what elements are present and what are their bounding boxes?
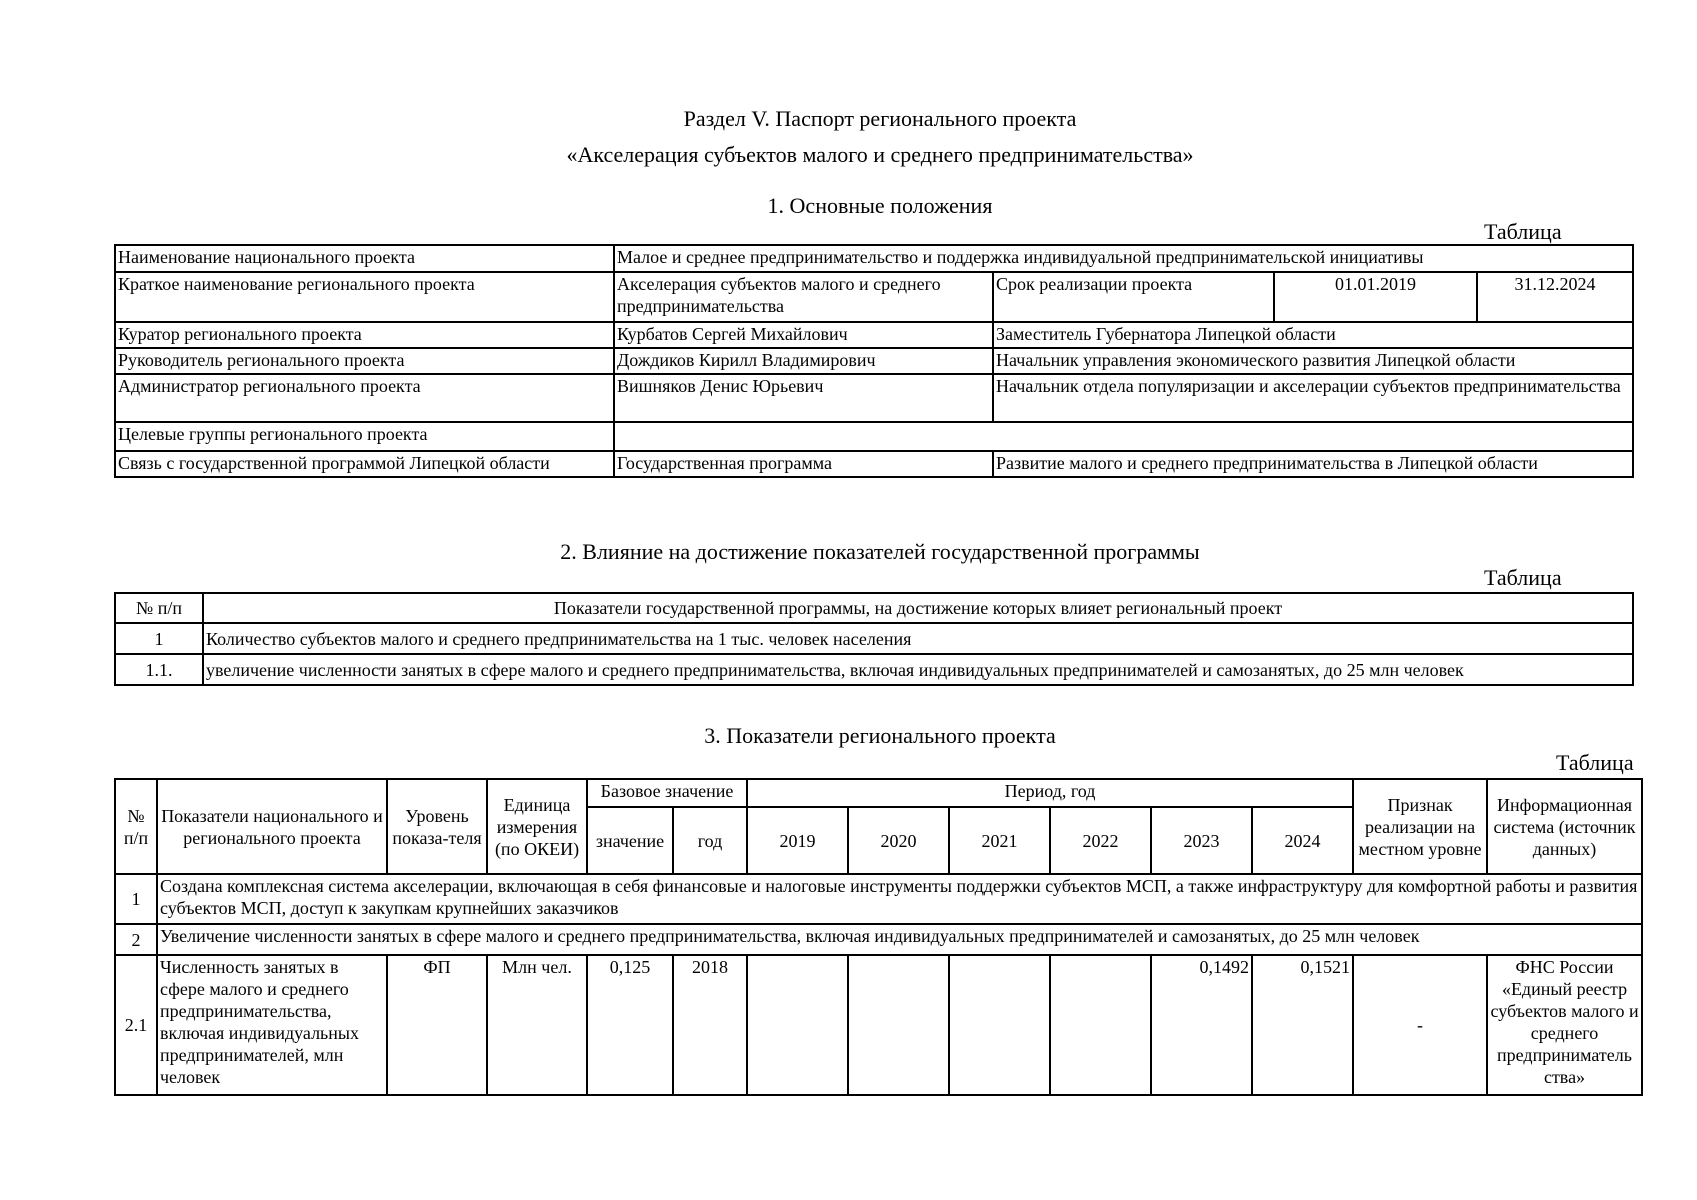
program-link-type: Государственная программа [614,451,993,477]
hdr-year-2022: 2022 [1050,807,1151,874]
section2-table-label: Таблица [1484,565,1562,590]
target-groups-label: Целевые группы регионального проекта [115,422,614,451]
local-flag: - [1353,955,1487,1095]
hdr-local-flag: Признак реализации на местном уровне [1353,779,1487,874]
row-text: Создана комплексная система акселерации, включающая в себя финансовые и налоговые инструменты поддержки субъектов МСП, а также инфраструктуру для комфортной работы и развития субъектов МСП, доступ к закупкам крупнейших заказчиков [157,874,1642,924]
curator-label: Куратор регионального проекта [115,322,614,348]
hdr-year-2023: 2023 [1151,807,1252,874]
table-row [115,924,1642,955]
project-indicators-table [114,778,1643,1096]
table-row [115,451,1633,477]
curator-name: Курбатов Сергей Михайлович [614,322,993,348]
hdr-year-2021: 2021 [949,807,1050,874]
table-row [115,272,1633,322]
head-position: Начальник управления экономического развития Липецкой области [993,348,1633,374]
table-row [115,654,1633,685]
national-project-value: Малое и среднее предпринимательство и поддержка индивидуальной предпринимательской инициативы [614,245,1633,272]
value-2019 [747,955,848,1095]
section1-heading: 1. Основные положения [767,193,993,218]
head-name: Дождиков Кирилл Владимирович [614,348,993,374]
row-text: Увеличение численности занятых в сфере малого и среднего предпринимательства, включая индивидуальных предпринимателей и самозанятых, до 25 млн человек [157,924,1642,955]
hdr-year-2019: 2019 [747,807,848,874]
national-project-label: Наименование национального проекта [115,245,614,272]
indicator-unit: Млн чел. [487,955,587,1095]
target-groups-value [614,422,1633,451]
admin-label: Администратор регионального проекта [115,374,614,422]
col-indicators-header: Показатели государственной программы, на достижение которых влияет региональный проект [203,593,1633,623]
hdr-unit: Единица измерения (по ОКЕИ) [487,779,587,874]
hdr-period: Период, год [747,779,1353,807]
row-num: 1 [115,874,157,924]
value-2020 [848,955,949,1095]
table-row [115,593,1633,623]
row-num: 2 [115,924,157,955]
curator-position: Заместитель Губернатора Липецкой области [993,322,1633,348]
hdr-base-value: значение [587,807,673,874]
hdr-year-2024: 2024 [1252,807,1353,874]
term-start: 01.01.2019 [1274,272,1477,322]
indicator-level: ФП [387,955,487,1095]
row-text: увеличение численности занятых в сфере малого и среднего предпринимательства, включая индивидуальных предпринимателей и самозанятых, до 25 млн человек [203,654,1633,685]
admin-name: Вишняков Денис Юрьевич [614,374,993,422]
admin-position: Начальник отдела популяризации и акселерации субъектов предпринимательства [993,374,1633,422]
col-num-header: № п/п [115,593,203,623]
program-link-label: Связь с государственной программой Липецкой области [115,451,614,477]
document-title: Раздел V. Паспорт регионального проекта [683,106,1077,131]
table-row [115,779,1642,807]
hdr-base: Базовое значение [587,779,747,807]
head-label: Руководитель регионального проекта [115,348,614,374]
document-subtitle: «Акселерация субъектов малого и среднего предпринимательства» [566,142,1194,167]
term-end: 31.12.2024 [1477,272,1633,322]
section1-table-label: Таблица [1484,219,1562,244]
hdr-indicators: Показатели национального и регионального проекта [157,779,387,874]
info-system: ФНС России «Единый реестр субъектов малого и среднего предприниматель ства» [1487,955,1642,1095]
table-row [115,955,1642,1095]
value-2023: 0,1492 [1151,955,1252,1095]
hdr-base-year: год [673,807,747,874]
term-label: Срок реализации проекта [993,272,1274,322]
value-2024: 0,1521 [1252,955,1353,1095]
table-row [115,623,1633,654]
section3-table-label: Таблица [1556,750,1634,775]
row-num: 2.1 [115,955,157,1095]
row-num: 1 [115,623,203,654]
base-value: 0,125 [587,955,673,1095]
hdr-info-system: Информационная система (источник данных) [1487,779,1642,874]
table-row [115,422,1633,451]
value-2021 [949,955,1050,1095]
table-row [115,322,1633,348]
row-text: Количество субъектов малого и среднего предпринимательства на 1 тыс. человек населения [203,623,1633,654]
value-2022 [1050,955,1151,1095]
program-indicators-table [114,592,1634,686]
short-name-value: Акселерация субъектов малого и среднего предпринимательства [614,272,993,322]
main-provisions-table [114,244,1634,478]
table-row [115,245,1633,272]
short-name-label: Краткое наименование регионального проекта [115,272,614,322]
hdr-level: Уровень показа-теля [387,779,487,874]
table-row [115,348,1633,374]
section2-heading: 2. Влияние на достижение показателей государственной программы [560,539,1200,564]
indicator-name: Численность занятых в сфере малого и среднего предпринимательства, включая индивидуальных предпринимателей, млн человек [157,955,387,1095]
table-row [115,874,1642,924]
section3-heading: 3. Показатели регионального проекта [704,723,1056,748]
hdr-num: № п/п [115,779,157,874]
table-row [115,374,1633,422]
hdr-year-2020: 2020 [848,807,949,874]
base-year: 2018 [673,955,747,1095]
program-link-name: Развитие малого и среднего предпринимательства в Липецкой области [993,451,1633,477]
row-num: 1.1. [115,654,203,685]
